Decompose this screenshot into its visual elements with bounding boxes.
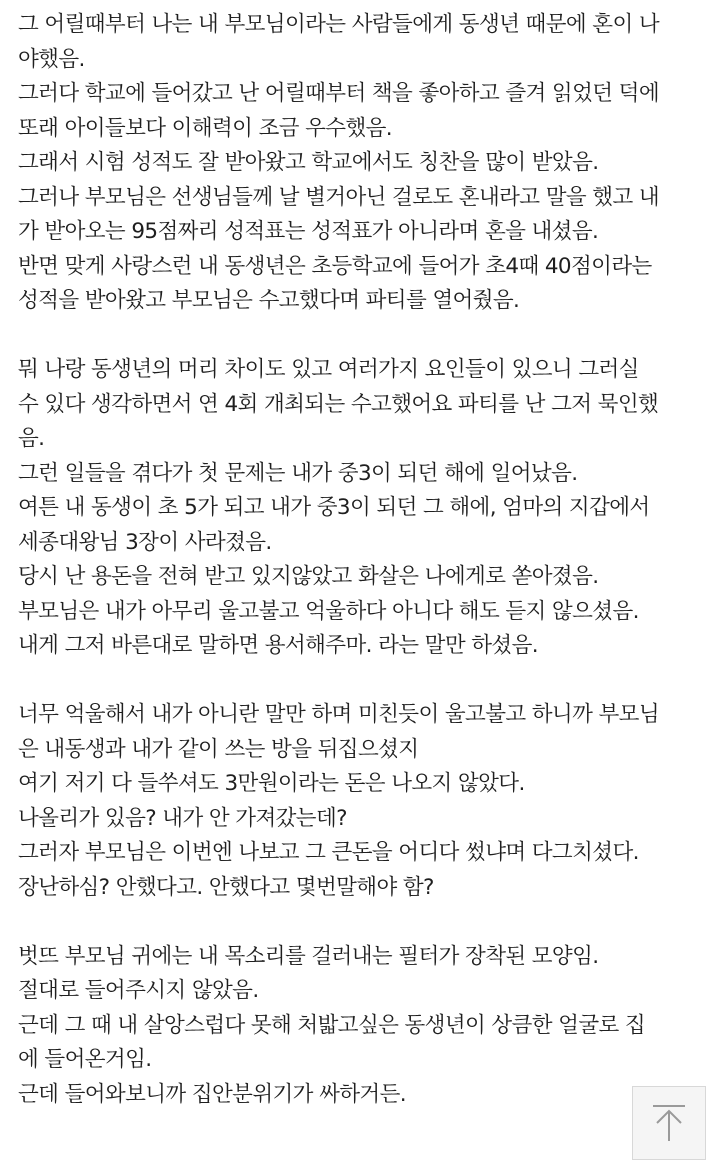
text-line: 에 들어온거임. [18, 1047, 152, 1072]
text-line: 내게 그저 바른대로 말하면 용서해주마. 라는 말만 하셨음. [18, 633, 538, 658]
text-line: 그러다 학교에 들어갔고 난 어릴때부터 책을 좋아하고 즐겨 읽었던 덕에 [18, 81, 660, 106]
text-line: 은 내동생과 내가 같이 쓰는 방을 뒤집으셨지 [18, 736, 419, 762]
paragraph-2 [18, 353, 702, 664]
text-line: 여튼 내 동생이 초 5가 되고 내가 중3이 되던 그 해에, 엄마의 지갑에서 [18, 495, 650, 520]
text-line: 수 있다 생각하면서 연 4회 개최되는 수고했어요 파티를 난 그저 묵인했 [18, 391, 659, 417]
text-line: 벗뜨 부모님 귀에는 내 목소리를 걸러내는 필터가 장착된 모양임. [18, 943, 599, 969]
text-line: 여기 저기 다 들쑤셔도 3만원이라는 돈은 나오지 않았다. [18, 771, 525, 796]
text-line: 또래 아이들보다 이해력이 조금 우수했음. [18, 115, 393, 141]
paragraph-gap [18, 905, 702, 940]
text-line: 그러자 부모님은 이번엔 나보고 그 큰돈을 어디다 썼냐며 다그치셨다. [18, 840, 639, 865]
text-line: 세종대왕님 3장이 사라졌음. [18, 529, 272, 555]
scroll-to-top-button[interactable] [632, 1086, 706, 1160]
text-line: 근데 그 때 내 살앙스럽다 못해 처밟고싶은 동생년이 상큼한 얼굴로 집 [18, 1012, 646, 1038]
text-line: 성적을 받아왔고 부모님은 수고했다며 파티를 열어줬음. [18, 288, 520, 313]
arrow-up-icon [651, 1103, 687, 1143]
text-line: 너무 억울해서 내가 아니란 말만 하며 미친듯이 울고불고 하니까 부모님 [18, 702, 660, 727]
text-line: 나올리가 있음? 내가 안 가져갔는데? [18, 805, 347, 831]
text-line: 당시 난 용돈을 전혀 받고 있지않았고 화살은 나에게로 쏟아졌음. [18, 564, 599, 589]
text-line: 그 어릴때부터 나는 내 부모님이라는 사람들에게 동생년 때문에 혼이 나 [18, 12, 660, 37]
text-line: 부모님은 내가 아무리 울고불고 억울하다 아니다 해도 듣지 않으셨음. [18, 598, 639, 624]
paragraph-gap [18, 664, 702, 699]
text-line: 그래서 시험 성적도 잘 받아왔고 학교에서도 칭찬을 많이 받았음. [18, 150, 599, 175]
text-line: 야했음. [18, 46, 85, 72]
text-line: 그러나 부모님은 선생님들께 날 별거아닌 걸로도 혼내라고 말을 했고 내 [18, 184, 660, 210]
text-line: 근데 들어와보니까 집안분위기가 싸하거든. [18, 1081, 406, 1107]
paragraph-3 [18, 698, 702, 905]
text-line: 음. [18, 426, 45, 451]
text-line: 절대로 들어주시지 않았음. [18, 978, 259, 1003]
text-line: 반면 맞게 사랑스런 내 동생년은 초등학교에 들어가 초4때 40점이라는 [18, 253, 652, 279]
text-line: 그런 일들을 겪다가 첫 문제는 내가 중3이 되던 해에 일어났음. [18, 460, 578, 486]
text-line: 장난하심? 안했다고. 안했다고 몇번말해야 함? [18, 874, 434, 900]
paragraph-gap [18, 319, 702, 354]
paragraph-4 [18, 940, 702, 1113]
paragraph-1 [18, 8, 702, 319]
text-line: 뭐 나랑 동생년의 머리 차이도 있고 여러가지 요인들이 있으니 그러실 [18, 357, 639, 382]
text-line: 가 받아오는 95점짜리 성적표는 성적표가 아니라며 혼을 내셨음. [18, 219, 599, 244]
